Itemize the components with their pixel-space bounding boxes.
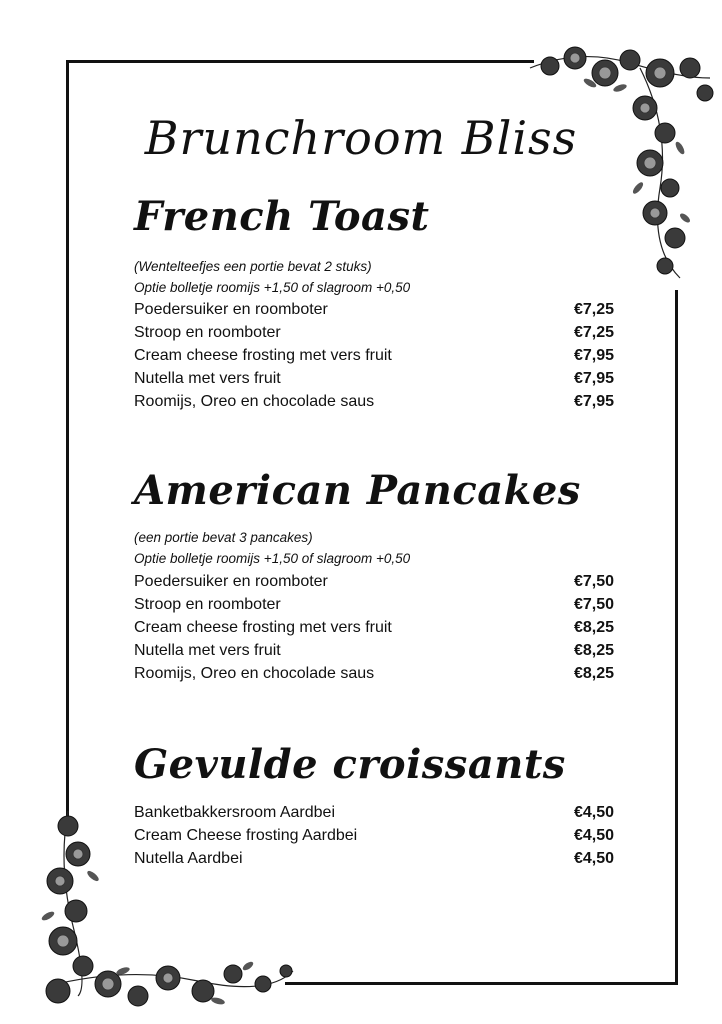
menu-item xyxy=(134,801,614,824)
section-title-gevulde-croissants: Gevulde croissants xyxy=(134,741,566,788)
menu-item-name: Poedersuiker en roomboter xyxy=(134,301,328,318)
menu-item-name: Poedersuiker en roomboter xyxy=(134,573,328,590)
menu-item-name: Stroop en roomboter xyxy=(134,324,281,341)
menu-item xyxy=(134,662,614,685)
menu-item-price: €7,25 xyxy=(573,324,614,341)
menu-item xyxy=(134,847,614,870)
menu-item-price: €7,25 xyxy=(573,301,614,318)
menu-item-name: Roomijs, Oreo en chocolade saus xyxy=(134,665,375,682)
menu-item xyxy=(134,367,614,390)
menu-item-price: €7,95 xyxy=(573,347,614,364)
menu-item-price: €8,25 xyxy=(573,665,614,682)
menu-item xyxy=(134,570,614,593)
menu-item-price: €4,50 xyxy=(573,827,614,844)
menu-item-name: Nutella met vers fruit xyxy=(134,370,281,387)
section-note: Optie bolletje roomijs +1,50 of slagroom +0,50 xyxy=(134,551,411,566)
section-title-american-pancakes: American Pancakes xyxy=(134,467,581,514)
menu-item-name: Nutella met vers fruit xyxy=(134,642,281,659)
frame-bottom-line xyxy=(285,982,678,985)
menu-item-name: Cream Cheese frosting Aardbei xyxy=(134,827,358,844)
menu-item xyxy=(134,344,614,367)
section-title-french-toast: French Toast xyxy=(134,193,430,240)
menu-item-price: €7,95 xyxy=(573,370,614,387)
menu-item-price: €8,25 xyxy=(573,619,614,636)
menu-item-name: Nutella Aardbei xyxy=(134,850,243,867)
menu-item-name: Roomijs, Oreo en chocolade saus xyxy=(134,393,375,410)
menu-item xyxy=(134,321,614,344)
menu-item-price: €7,50 xyxy=(573,596,614,613)
menu-item xyxy=(134,390,614,413)
menu-item-price: €7,95 xyxy=(573,393,614,410)
frame-right-line xyxy=(675,290,678,984)
frame-left-line xyxy=(66,60,69,830)
menu-item-price: €8,25 xyxy=(573,642,614,659)
menu-item xyxy=(134,824,614,847)
menu-item-name: Cream cheese frosting met vers fruit xyxy=(134,619,392,636)
menu-item-name: Cream cheese frosting met vers fruit xyxy=(134,347,392,364)
menu-item-price: €4,50 xyxy=(573,804,614,821)
section-note: (een portie bevat 3 pancakes) xyxy=(134,530,313,545)
menu-item-price: €4,50 xyxy=(573,850,614,867)
menu-title: Brunchroom Bliss xyxy=(144,111,578,165)
menu-item xyxy=(134,639,614,662)
menu-item xyxy=(134,298,614,321)
section-note: (Wentelteefjes een portie bevat 2 stuks) xyxy=(134,259,372,274)
section-note: Optie bolletje roomijs +1,50 of slagroom +0,50 xyxy=(134,280,411,295)
menu-item-price: €7,50 xyxy=(573,573,614,590)
menu-item-name: Stroop en roomboter xyxy=(134,596,281,613)
menu-item-name: Banketbakkersroom Aardbei xyxy=(134,804,335,821)
frame-top-line xyxy=(66,60,534,63)
menu-item xyxy=(134,593,614,616)
menu-item xyxy=(134,616,614,639)
